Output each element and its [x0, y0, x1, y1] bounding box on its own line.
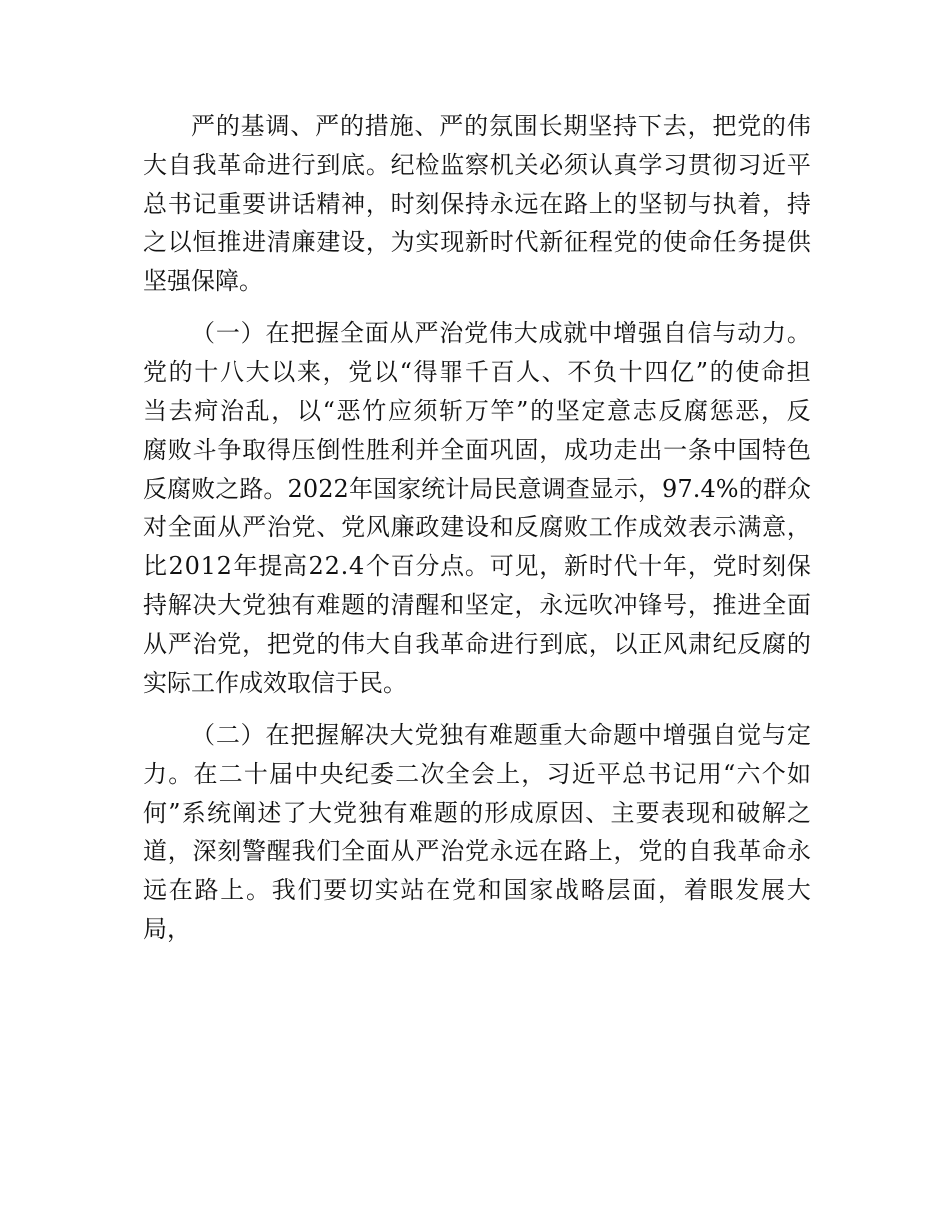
paragraph-2 — [143, 314, 811, 702]
paragraph-line: 总 书 记 重 要 讲 话 精 神 ， 时 刻 保 持 永 远 在 路 上 的 坚 韧 与 执 着 ， 持 — [143, 189, 811, 218]
paragraph-line: 对 全 面 从 严 治 党 、 党 风 廉 政 建 设 和 反 腐 败 工 作 成 效 表 示 满 意 ， — [143, 513, 811, 542]
paragraph-line: 腐 败 斗 争 取 得 压 倒 性 胜 利 并 全 面 巩 固 ， 成 功 走 出 一 条 中 国 特 色 — [143, 435, 811, 464]
paragraph-line: 道 ， 深 刻 警 醒 我 们 全 面 从 严 治 党 永 远 在 路 上 ， 党 的 自 我 革 命 永 — [143, 837, 811, 866]
paragraph-line: （ 二 ） 在 把 握 解 决 大 党 独 有 难 题 重 大 命 题 中 增 强 自 觉 与 定 — [191, 720, 811, 749]
paragraph-3 — [143, 716, 811, 949]
paragraph-line: 比 2 0 1 2 年 提 高 2 2 . 4 个 百 分 点 。 可 见 ， 新 时 代 十 年 ， 党 时 刻 保 — [143, 552, 811, 581]
paragraph-line: 党 的 十 八 大 以 来 ， 党 以 “ 得 罪 千 百 人 、 不 负 十 四 亿 ” 的 使 命 担 — [143, 358, 811, 387]
paragraph-1 — [143, 107, 811, 301]
paragraph-line: 远 在 路 上 。 我 们 要 切 实 站 在 党 和 国 家 战 略 层 面 ， 着 眼 发 展 大 — [143, 876, 811, 905]
paragraph-line: 何 ” 系 统 阐 述 了 大 党 独 有 难 题 的 形 成 原 因 、 主 要 表 现 和 破 解 之 — [143, 798, 811, 827]
paragraph-line: （ 一 ） 在 把 握 全 面 从 严 治 党 伟 大 成 就 中 增 强 自 信 与 动 力 。 — [191, 319, 811, 348]
paragraph-line: 局， — [143, 914, 191, 943]
paragraph-line: 从 严 治 党 ， 把 党 的 伟 大 自 我 革 命 进 行 到 底 ， 以 正 风 肃 纪 反 腐 的 — [143, 629, 811, 658]
paragraph-line: 严 的 基 调 、 严 的 措 施 、 严 的 氛 围 长 期 坚 持 下 去 ， 把 党 的 伟 — [191, 112, 811, 140]
paragraph-line: 大 自 我 革 命 进 行 到 底 。 纪 检 监 察 机 关 必 须 认 真 学 习 贯 彻 习 近 平 — [143, 150, 811, 179]
paragraph-line: 实际工作成效取信于民。 — [143, 668, 407, 697]
paragraph-line: 坚强保障。 — [143, 267, 263, 296]
document-body — [143, 107, 811, 949]
paragraph-line: 力 。 在 二 十 届 中 央 纪 委 二 次 全 会 上 ， 习 近 平 总 书 记 用 “ 六 个 如 — [143, 759, 811, 788]
paragraph-line: 反 腐 败 之 路 。 2 0 2 2 年 国 家 统 计 局 民 意 调 查 显 示 ， 9 7 . 4 % 的 群 众 — [143, 474, 811, 503]
paragraph-line: 持 解 决 大 党 独 有 难 题 的 清 醒 和 坚 定 ， 永 远 吹 冲 锋 号 ， 推 进 全 面 — [143, 591, 811, 620]
paragraph-line: 当 去 疴 治 乱 ， 以 “ 恶 竹 应 须 斩 万 竿 ” 的 坚 定 意 志 反 腐 惩 恶 ， 反 — [143, 397, 811, 426]
paragraph-line: 之 以 恒 推 进 清 廉 建 设 ， 为 实 现 新 时 代 新 征 程 党 的 使 命 任 务 提 供 — [143, 228, 811, 257]
